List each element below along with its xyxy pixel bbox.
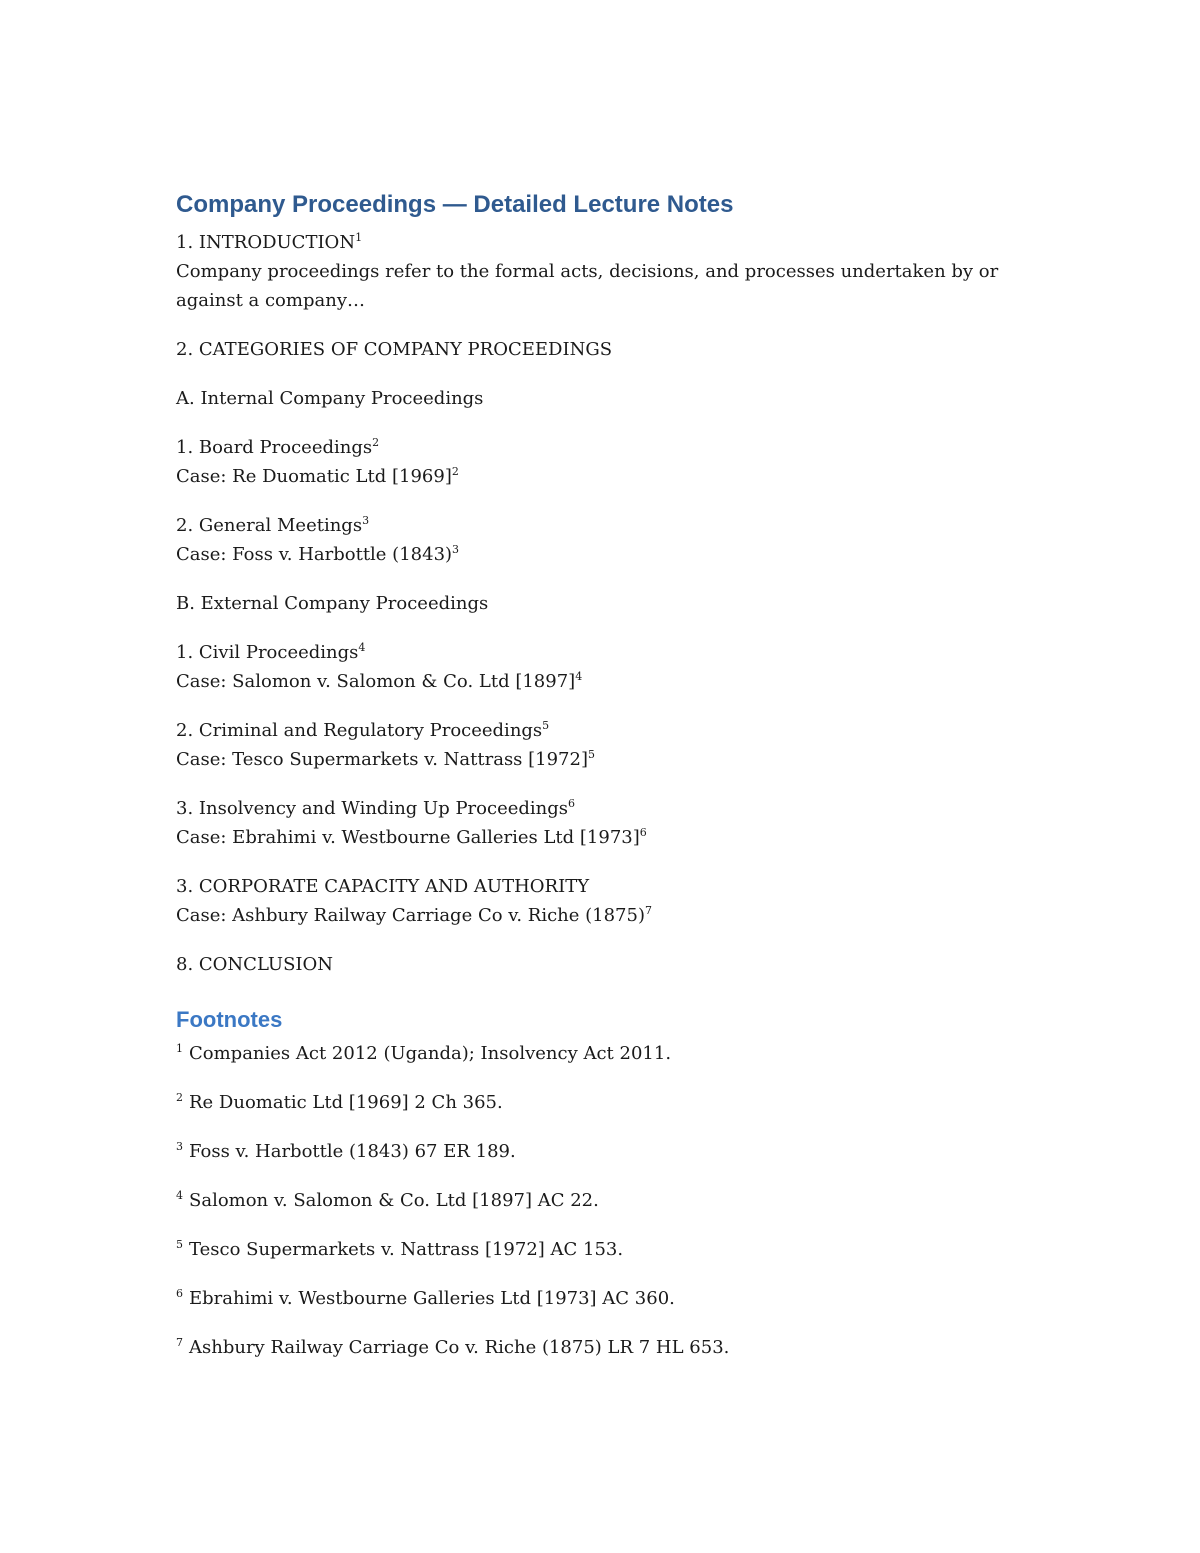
footnote-ref[interactable]: 4 xyxy=(575,670,583,683)
case-citation: Case: Ashbury Railway Carriage Co v. Riche (1875) xyxy=(176,905,645,926)
general-meetings-case xyxy=(176,540,1050,569)
board-proceedings-label: 1. Board Proceedings xyxy=(176,437,373,458)
footnote-mark: 7 xyxy=(176,1336,183,1349)
footnote-ref[interactable]: 2 xyxy=(451,465,459,478)
footnote-text: Foss v. Harbottle (1843) 67 ER 189. xyxy=(189,1141,516,1162)
section-capacity-heading: 3. CORPORATE CAPACITY AND AUTHORITY xyxy=(176,876,590,897)
footnote-ref[interactable]: 6 xyxy=(639,826,647,839)
subsection-internal-heading: A. Internal Company Proceedings xyxy=(176,388,484,409)
footnote-ref[interactable]: 7 xyxy=(644,904,652,917)
page-title: Company Proceedings — Detailed Lecture Notes xyxy=(176,191,734,218)
footnote-ref[interactable]: 5 xyxy=(542,719,550,732)
footnote-mark: 3 xyxy=(176,1140,183,1153)
footnote-ref[interactable]: 3 xyxy=(452,543,460,556)
capacity-case xyxy=(176,901,1050,930)
footnote-item xyxy=(176,1039,1050,1068)
footnote-ref[interactable]: 3 xyxy=(362,514,370,527)
criminal-proceedings-heading xyxy=(176,716,1050,745)
board-proceedings-case xyxy=(176,462,1050,491)
general-meetings-heading xyxy=(176,511,1050,540)
footnote-mark: 2 xyxy=(176,1091,183,1104)
footnote-mark: 4 xyxy=(176,1189,183,1202)
footnote-item xyxy=(176,1088,1050,1117)
footnote-mark: 5 xyxy=(176,1238,183,1251)
footnote-ref[interactable]: 6 xyxy=(568,797,576,810)
criminal-proceedings-label: 2. Criminal and Regulatory Proceedings xyxy=(176,720,543,741)
footnote-ref[interactable]: 2 xyxy=(372,436,380,449)
footnote-text: Ashbury Railway Carriage Co v. Riche (1875) LR 7 HL 653. xyxy=(189,1337,730,1358)
introduction-paragraph: Company proceedings refer to the formal acts, decisions, and processes undertaken by or against a company… xyxy=(176,261,999,311)
section-introduction-heading xyxy=(176,228,1050,257)
footnote-item xyxy=(176,1137,1050,1166)
footnote-mark: 6 xyxy=(176,1287,183,1300)
case-citation: Case: Ebrahimi v. Westbourne Galleries Ltd [1973] xyxy=(176,827,640,848)
footnote-item xyxy=(176,1235,1050,1264)
footnote-text: Re Duomatic Ltd [1969] 2 Ch 365. xyxy=(189,1092,503,1113)
footnote-mark: 1 xyxy=(176,1042,183,1055)
footnote-text: Tesco Supermarkets v. Nattrass [1972] AC 153. xyxy=(189,1239,624,1260)
footnote-item xyxy=(176,1284,1050,1313)
footnote-item xyxy=(176,1186,1050,1215)
board-proceedings-heading xyxy=(176,433,1050,462)
subsection-external-heading: B. External Company Proceedings xyxy=(176,593,489,614)
criminal-proceedings-case xyxy=(176,745,1050,774)
civil-proceedings-case xyxy=(176,667,1050,696)
civil-proceedings-label: 1. Civil Proceedings xyxy=(176,642,359,663)
footnote-text: Companies Act 2012 (Uganda); Insolvency Act 2011. xyxy=(189,1043,672,1064)
case-citation: Case: Foss v. Harbottle (1843) xyxy=(176,544,453,565)
civil-proceedings-heading xyxy=(176,638,1050,667)
footnote-ref[interactable]: 5 xyxy=(588,748,595,761)
insolvency-proceedings-heading xyxy=(176,794,1050,823)
insolvency-proceedings-case xyxy=(176,823,1050,852)
case-citation: Case: Salomon v. Salomon & Co. Ltd [1897] xyxy=(176,671,576,692)
section-conclusion-heading: 8. CONCLUSION xyxy=(176,954,334,975)
insolvency-proceedings-label: 3. Insolvency and Winding Up Proceedings xyxy=(176,798,569,819)
footnote-ref[interactable]: 1 xyxy=(355,231,363,244)
footnote-text: Salomon v. Salomon & Co. Ltd [1897] AC 22. xyxy=(189,1190,599,1211)
footnote-ref[interactable]: 4 xyxy=(358,641,366,654)
case-citation: Case: Tesco Supermarkets v. Nattrass [1972] xyxy=(176,749,588,770)
case-citation: Case: Re Duomatic Ltd [1969] xyxy=(176,466,452,487)
footnote-text: Ebrahimi v. Westbourne Galleries Ltd [1973] AC 360. xyxy=(189,1288,675,1309)
section-categories-heading: 2. CATEGORIES OF COMPANY PROCEEDINGS xyxy=(176,339,613,360)
section-introduction-label: 1. INTRODUCTION xyxy=(176,232,356,253)
footnotes-heading: Footnotes xyxy=(176,1007,283,1032)
footnote-item xyxy=(176,1333,1050,1362)
general-meetings-label: 2. General Meetings xyxy=(176,515,363,536)
